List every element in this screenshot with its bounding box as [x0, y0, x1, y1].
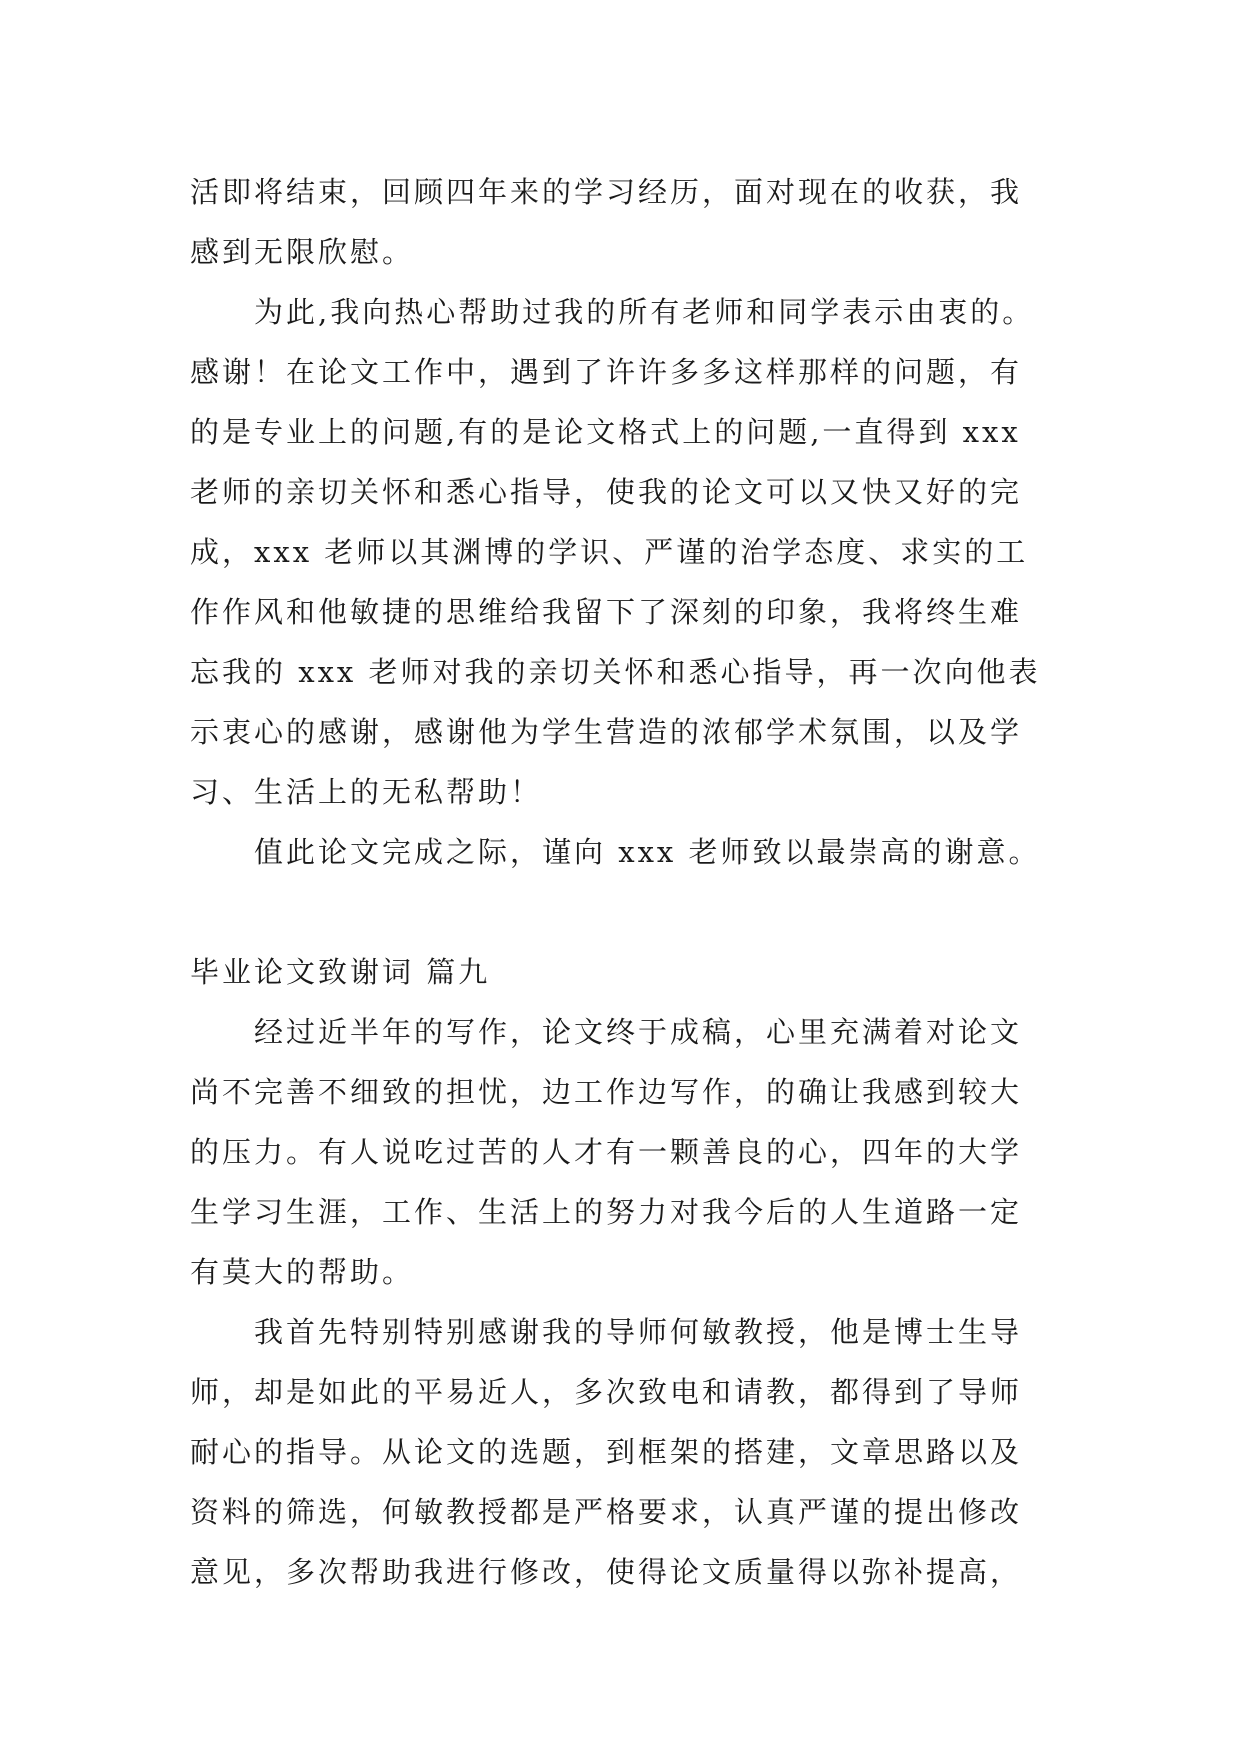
text-line: 成，xxx 老师以其渊博的学识、严谨的治学态度、求实的工: [190, 535, 1029, 569]
text-line: 经过近半年的写作，论文终于成稿，心里充满着对论文: [254, 1015, 1023, 1049]
text-line: 意见，多次帮助我进行修改，使得论文质量得以弥补提高，: [190, 1555, 1023, 1589]
text-line: 忘我的 xxx 老师对我的亲切关怀和悉心指导，再一次向他表: [190, 655, 1041, 689]
paragraph-continued: [190, 162, 1090, 282]
text-line: 示衷心的感谢，感谢他为学生营造的浓郁学术氛围，以及学: [190, 715, 1023, 749]
text-line: 活即将结束，回顾四年来的学习经历，面对现在的收获，我: [190, 175, 1023, 209]
text-line: 师，却是如此的平易近人，多次致电和请教，都得到了导师: [190, 1375, 1023, 1409]
text-line: 有莫大的帮助。: [190, 1255, 415, 1289]
paragraph-writing-experience: [190, 1002, 1090, 1302]
text-line: 为此,我向热心帮助过我的所有老师和同学表示由衷的。: [254, 295, 1035, 329]
section-heading: 毕业论文致谢词 篇九: [190, 955, 491, 989]
text-line: 感谢！在论文工作中，遇到了许许多多这样那样的问题，有: [190, 355, 1023, 389]
paragraph-thanks-advisor: [190, 1302, 1090, 1602]
text-line: 感到无限欣慰。: [190, 235, 415, 269]
text-line: 资料的筛选，何敏教授都是严格要求，认真严谨的提出修改: [190, 1495, 1023, 1529]
text-line: 尚不完善不细致的担忧，边工作边写作，的确让我感到较大: [190, 1075, 1023, 1109]
text-line: 我首先特别特别感谢我的导师何敏教授，他是博士生导: [254, 1315, 1023, 1349]
text-line: 生学习生涯，工作、生活上的努力对我今后的人生道路一定: [190, 1195, 1023, 1229]
paragraph-closing: [190, 822, 1090, 882]
text-line: 的是专业上的问题,有的是论文格式上的问题,一直得到 xxx: [190, 415, 1021, 449]
text-line: 耐心的指导。从论文的选题，到框架的搭建，文章思路以及: [190, 1435, 1023, 1469]
text-line: 老师的亲切关怀和悉心指导，使我的论文可以又快又好的完: [190, 475, 1023, 509]
paragraph-thanks-teachers: [190, 282, 1090, 822]
text-line: 习、生活上的无私帮助！: [190, 775, 543, 809]
text-line: 值此论文完成之际，谨向 xxx 老师致以最崇高的谢意。: [254, 835, 1041, 869]
text-line: 作作风和他敏捷的思维给我留下了深刻的印象，我将终生难: [190, 595, 1023, 629]
text-line: 的压力。有人说吃过苦的人才有一颗善良的心，四年的大学: [190, 1135, 1023, 1169]
document-body: [190, 162, 1090, 1602]
